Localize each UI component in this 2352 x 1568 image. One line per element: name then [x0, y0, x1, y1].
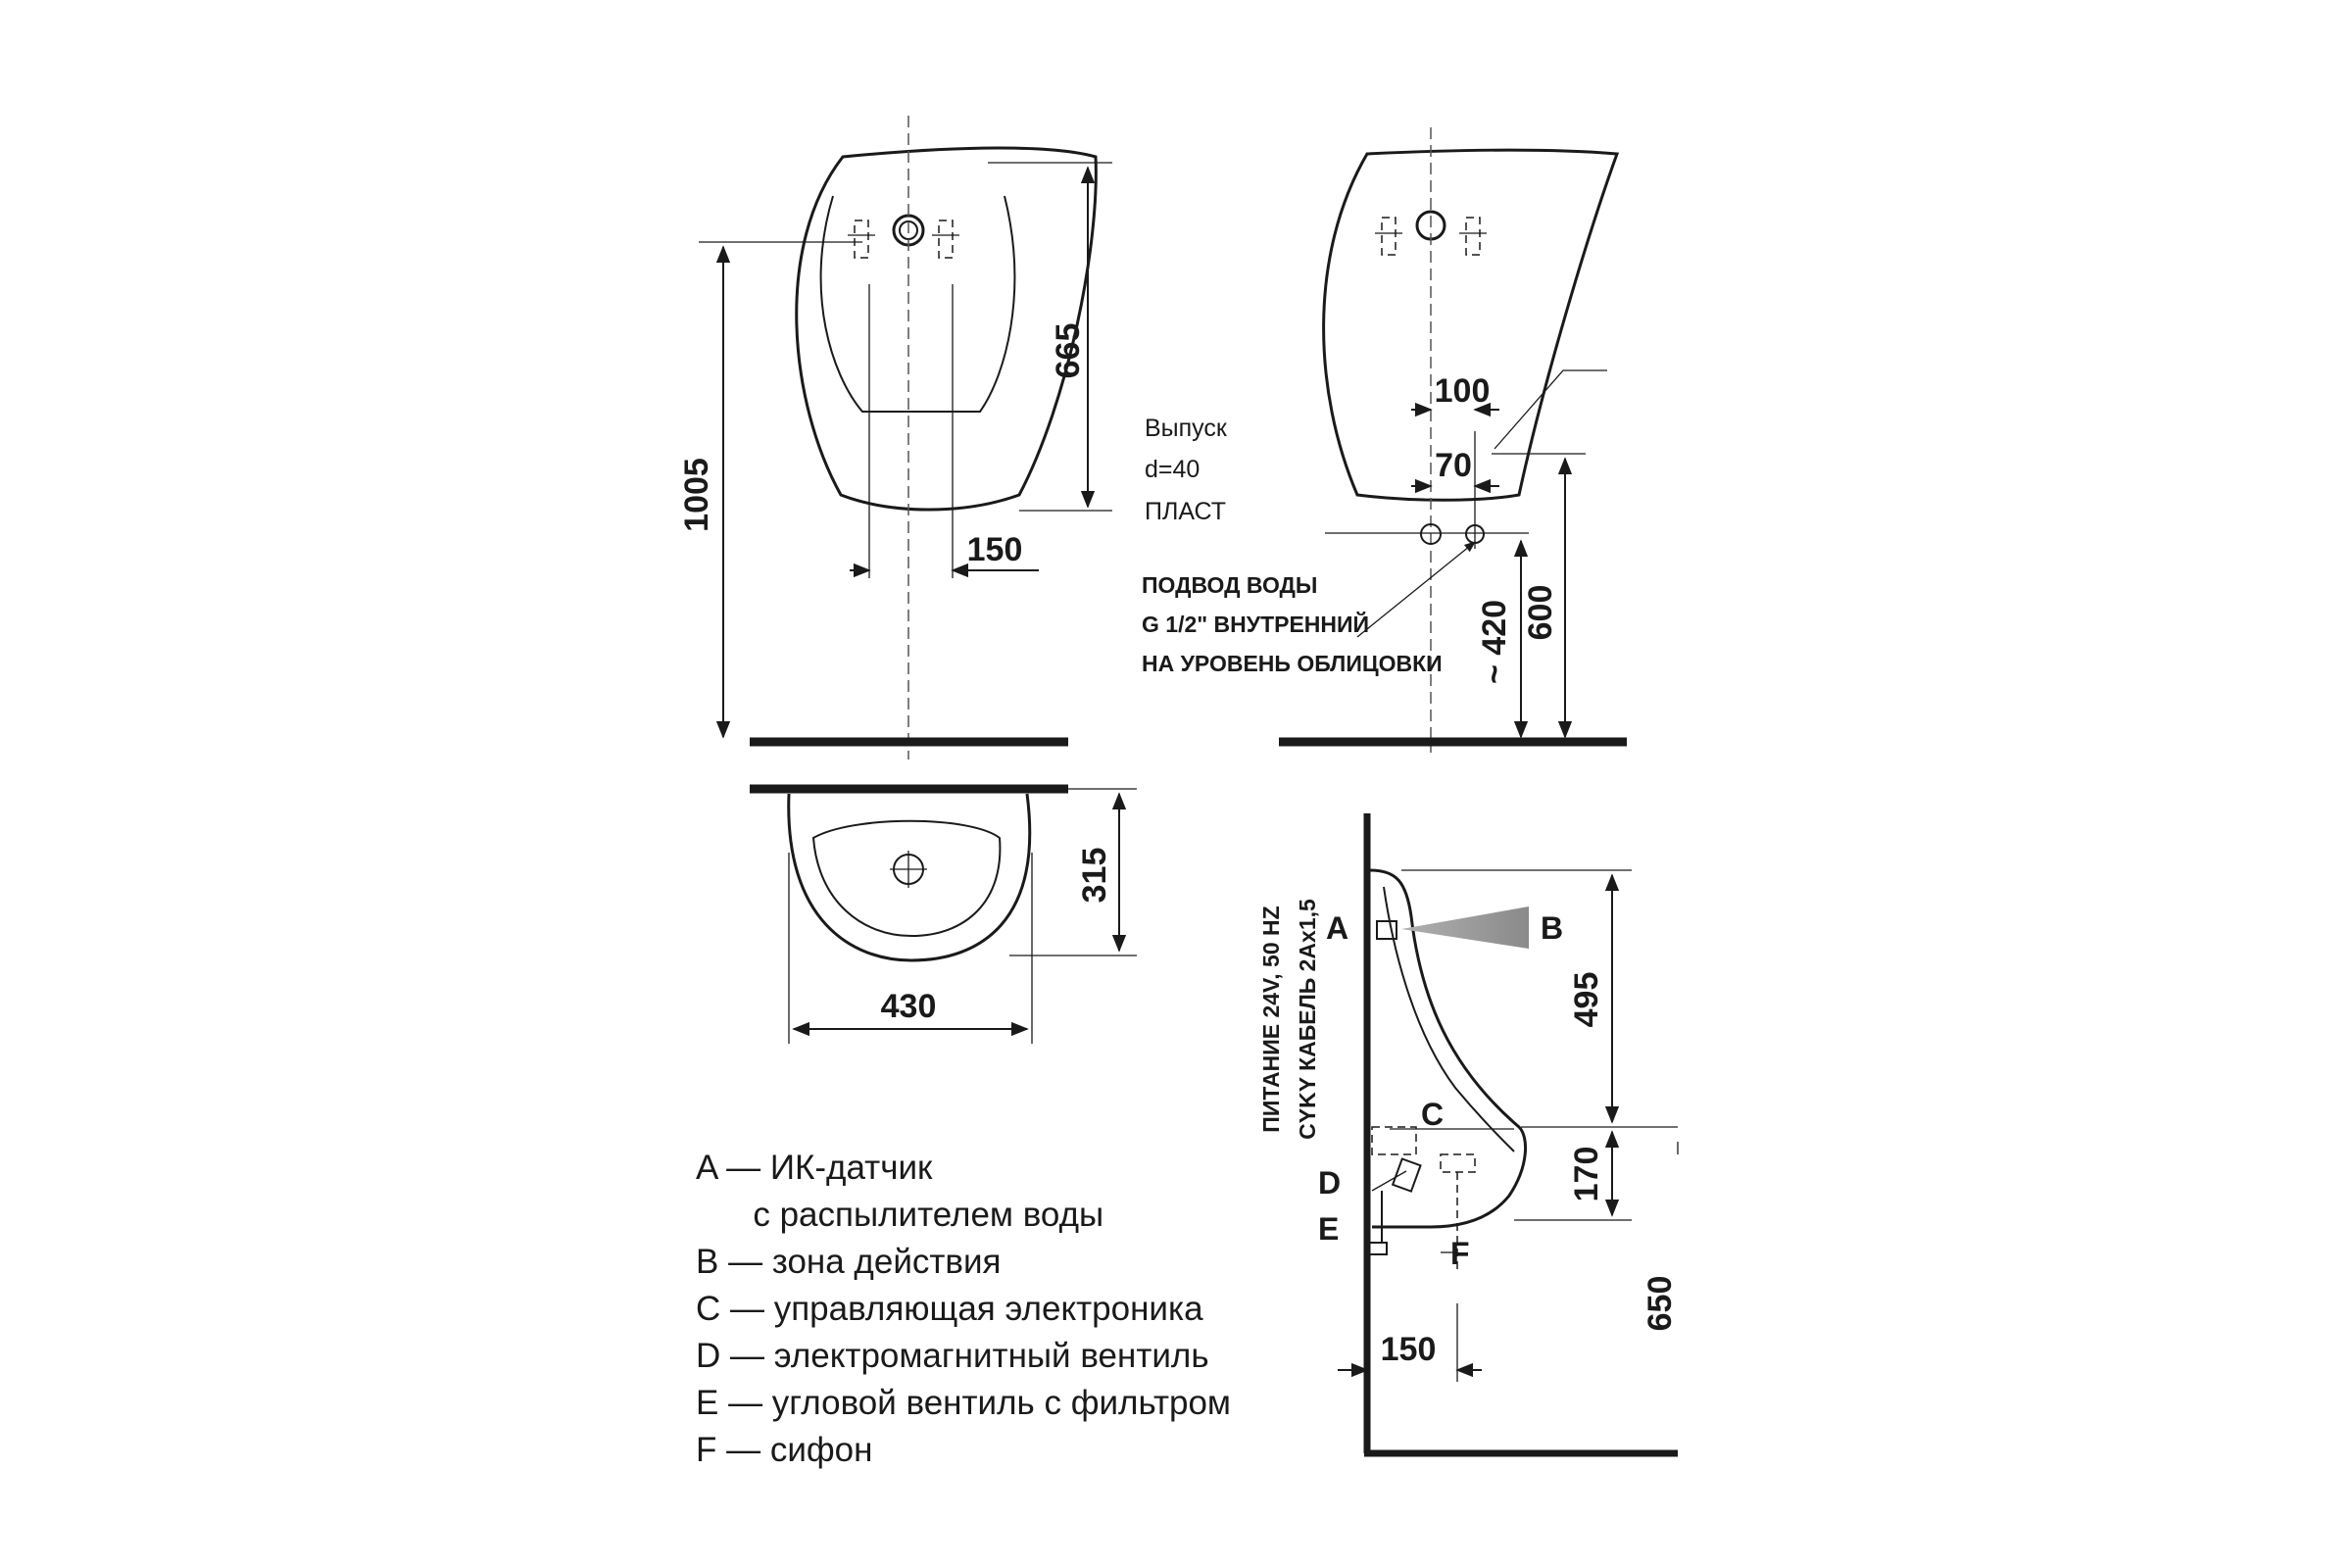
top-bowl-inner [813, 821, 1000, 936]
water-supply-line-2: G 1/2" ВНУТРЕННИЙ [1142, 612, 1370, 637]
leader-water-supply [1357, 542, 1475, 637]
power-label-line-2: CYKY КАБЕЛЬ 2Ax1,5 [1295, 899, 1320, 1140]
rear-view [1142, 127, 1627, 753]
dim-outlet-offset: 100 [1434, 372, 1491, 410]
dim-outlet-height: ~ 420 [1476, 599, 1513, 685]
top-view [750, 789, 1137, 1044]
rear-fixing-left [1375, 218, 1402, 255]
tag-d: D [1318, 1165, 1342, 1200]
dim-mount-height: 650 [1642, 1275, 1679, 1332]
front-view [678, 116, 1112, 760]
side-view [1258, 813, 1679, 1453]
dim-depth: 315 [1076, 847, 1113, 904]
dim-lip-height: 170 [1568, 1146, 1605, 1202]
legend-item-a-cont: с распылителем воды [696, 1196, 1104, 1234]
leader-outlet [1494, 370, 1607, 449]
dim-inlet-height: 600 [1522, 584, 1559, 641]
legend [696, 1145, 1231, 1474]
dim-spacing: 150 [966, 531, 1023, 568]
tag-a: A [1326, 910, 1349, 946]
tag-f: F [1450, 1236, 1470, 1271]
water-supply-line-1: ПОДВОД ВОДЫ [1142, 572, 1318, 598]
tag-e: E [1318, 1211, 1340, 1247]
legend-item-f: F — сифон [696, 1431, 873, 1469]
dim-width: 430 [880, 988, 937, 1025]
front-fixing-right [932, 220, 959, 258]
outlet-label-line-3: ПЛАСТ [1145, 498, 1226, 525]
tag-b: B [1541, 910, 1564, 946]
dim-inlet-offset: 70 [1435, 447, 1472, 484]
outlet-label-line-1: Выпуск [1145, 415, 1227, 442]
valve-d-body [1393, 1158, 1420, 1191]
legend-item-e: E — угловой вентиль с фильтром [696, 1384, 1231, 1422]
rear-fixing-right [1459, 218, 1487, 255]
dim-height-body: 665 [1050, 322, 1087, 379]
dim-height-total: 1005 [678, 458, 715, 532]
legend-item-d: D — электромагнитный вентиль [696, 1337, 1209, 1375]
legend-item-a: A — ИК-датчик [696, 1149, 933, 1187]
tag-c: C [1421, 1097, 1445, 1132]
outlet-label-line-2: d=40 [1145, 456, 1200, 483]
legend-item-b: B — зона действия [696, 1243, 1002, 1281]
sensor-zone-b [1401, 906, 1529, 949]
power-label-line-1: ПИТАНИЕ 24V, 50 HZ [1258, 906, 1284, 1133]
dim-wall-offset: 150 [1380, 1331, 1437, 1368]
siphon-f-top [1441, 1154, 1475, 1172]
legend-item-c: C — управляющая электроника [696, 1290, 1203, 1328]
electronics-c-box [1372, 1127, 1416, 1154]
dim-sensor-height: 495 [1568, 971, 1605, 1028]
water-supply-line-3: НА УРОВЕНЬ ОБЛИЦОВКИ [1142, 651, 1443, 676]
front-fixing-left [848, 220, 875, 258]
